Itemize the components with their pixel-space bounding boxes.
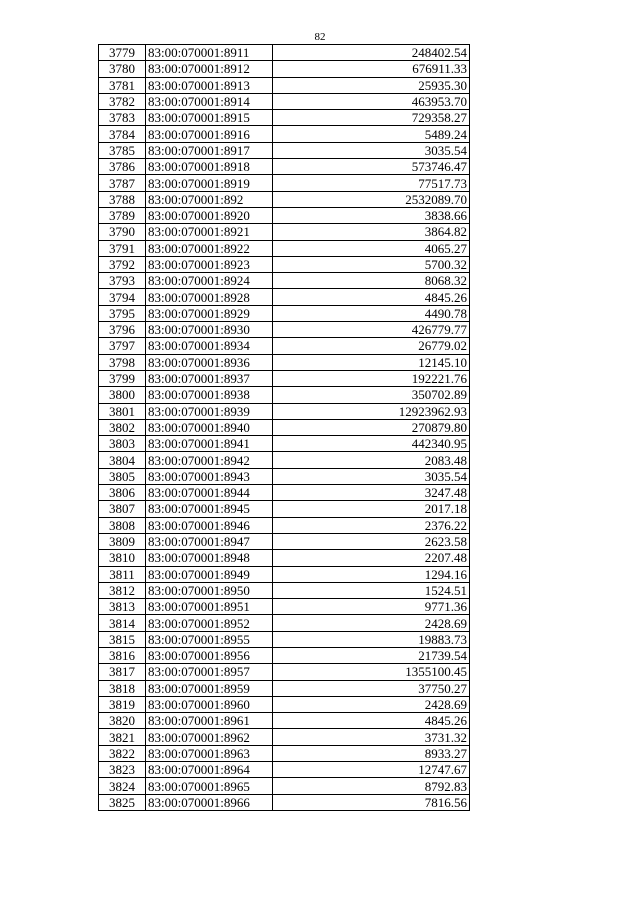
value-cell: 350702.89 [273, 387, 470, 403]
row-number-cell: 3792 [99, 256, 146, 272]
data-table [98, 44, 470, 811]
row-number-cell: 3817 [99, 664, 146, 680]
row-number-cell: 3780 [99, 61, 146, 77]
cadastral-number-cell: 83:00:070001:8945 [146, 501, 273, 517]
cadastral-number-cell: 83:00:070001:8924 [146, 273, 273, 289]
cadastral-number-cell: 83:00:070001:8942 [146, 452, 273, 468]
row-number-cell: 3798 [99, 354, 146, 370]
row-number-cell: 3811 [99, 566, 146, 582]
table-row [99, 240, 470, 256]
table-row [99, 224, 470, 240]
table-row [99, 159, 470, 175]
cadastral-number-cell: 83:00:070001:8921 [146, 224, 273, 240]
table-row [99, 256, 470, 272]
value-cell: 4490.78 [273, 305, 470, 321]
value-cell: 3864.82 [273, 224, 470, 240]
cadastral-number-cell: 83:00:070001:8956 [146, 647, 273, 663]
row-number-cell: 3789 [99, 207, 146, 223]
row-number-cell: 3809 [99, 533, 146, 549]
value-cell: 77517.73 [273, 175, 470, 191]
value-cell: 426779.77 [273, 322, 470, 338]
value-cell: 4845.26 [273, 713, 470, 729]
value-cell: 8792.83 [273, 778, 470, 794]
value-cell: 1294.16 [273, 566, 470, 582]
cadastral-number-cell: 83:00:070001:8920 [146, 207, 273, 223]
table-row [99, 533, 470, 549]
row-number-cell: 3819 [99, 696, 146, 712]
table-row [99, 615, 470, 631]
value-cell: 25935.30 [273, 77, 470, 93]
value-cell: 5700.32 [273, 256, 470, 272]
row-number-cell: 3782 [99, 93, 146, 109]
row-number-cell: 3810 [99, 550, 146, 566]
value-cell: 676911.33 [273, 61, 470, 77]
table-row [99, 468, 470, 484]
value-cell: 4845.26 [273, 289, 470, 305]
value-cell: 12747.67 [273, 762, 470, 778]
value-cell: 442340.95 [273, 436, 470, 452]
cadastral-number-cell: 83:00:070001:8936 [146, 354, 273, 370]
cadastral-number-cell: 83:00:070001:8948 [146, 550, 273, 566]
cadastral-number-cell: 83:00:070001:8939 [146, 403, 273, 419]
table-row [99, 696, 470, 712]
cadastral-number-cell: 83:00:070001:8916 [146, 126, 273, 142]
table-row [99, 305, 470, 321]
cadastral-number-cell: 83:00:070001:8963 [146, 745, 273, 761]
value-cell: 3035.54 [273, 468, 470, 484]
value-cell: 573746.47 [273, 159, 470, 175]
cadastral-number-cell: 83:00:070001:8950 [146, 582, 273, 598]
cadastral-number-cell: 83:00:070001:8964 [146, 762, 273, 778]
row-number-cell: 3820 [99, 713, 146, 729]
value-cell: 26779.02 [273, 338, 470, 354]
table-row [99, 419, 470, 435]
row-number-cell: 3814 [99, 615, 146, 631]
table-row [99, 729, 470, 745]
table-row [99, 77, 470, 93]
cadastral-number-cell: 83:00:070001:892 [146, 191, 273, 207]
row-number-cell: 3788 [99, 191, 146, 207]
row-number-cell: 3800 [99, 387, 146, 403]
row-number-cell: 3797 [99, 338, 146, 354]
cadastral-number-cell: 83:00:070001:8928 [146, 289, 273, 305]
row-number-cell: 3812 [99, 582, 146, 598]
table-row [99, 566, 470, 582]
value-cell: 463953.70 [273, 93, 470, 109]
value-cell: 19883.73 [273, 631, 470, 647]
value-cell: 5489.24 [273, 126, 470, 142]
row-number-cell: 3795 [99, 305, 146, 321]
value-cell: 21739.54 [273, 647, 470, 663]
cadastral-number-cell: 83:00:070001:8911 [146, 45, 273, 61]
table-row [99, 647, 470, 663]
row-number-cell: 3807 [99, 501, 146, 517]
cadastral-number-cell: 83:00:070001:8918 [146, 159, 273, 175]
table-row [99, 550, 470, 566]
cadastral-number-cell: 83:00:070001:8929 [146, 305, 273, 321]
row-number-cell: 3784 [99, 126, 146, 142]
cadastral-number-cell: 83:00:070001:8962 [146, 729, 273, 745]
row-number-cell: 3783 [99, 110, 146, 126]
table-body [99, 45, 470, 811]
cadastral-number-cell: 83:00:070001:8915 [146, 110, 273, 126]
row-number-cell: 3786 [99, 159, 146, 175]
table-row [99, 713, 470, 729]
table-row [99, 517, 470, 533]
cadastral-number-cell: 83:00:070001:8934 [146, 338, 273, 354]
cadastral-number-cell: 83:00:070001:8947 [146, 533, 273, 549]
value-cell: 192221.76 [273, 370, 470, 386]
page-number: 82 [314, 31, 326, 43]
row-number-cell: 3806 [99, 485, 146, 501]
row-number-cell: 3791 [99, 240, 146, 256]
value-cell: 8933.27 [273, 745, 470, 761]
cadastral-number-cell: 83:00:070001:8914 [146, 93, 273, 109]
table-row [99, 403, 470, 419]
table-row [99, 175, 470, 191]
table-row [99, 110, 470, 126]
value-cell: 270879.80 [273, 419, 470, 435]
value-cell: 2083.48 [273, 452, 470, 468]
value-cell: 12923962.93 [273, 403, 470, 419]
table-row [99, 289, 470, 305]
value-cell: 2207.48 [273, 550, 470, 566]
row-number-cell: 3823 [99, 762, 146, 778]
cadastral-number-cell: 83:00:070001:8938 [146, 387, 273, 403]
cadastral-number-cell: 83:00:070001:8922 [146, 240, 273, 256]
table-row [99, 680, 470, 696]
cadastral-number-cell: 83:00:070001:8913 [146, 77, 273, 93]
cadastral-number-cell: 83:00:070001:8919 [146, 175, 273, 191]
row-number-cell: 3815 [99, 631, 146, 647]
cadastral-number-cell: 83:00:070001:8966 [146, 794, 273, 810]
value-cell: 2428.69 [273, 615, 470, 631]
cadastral-number-cell: 83:00:070001:8937 [146, 370, 273, 386]
row-number-cell: 3794 [99, 289, 146, 305]
table-row [99, 93, 470, 109]
value-cell: 1524.51 [273, 582, 470, 598]
row-number-cell: 3818 [99, 680, 146, 696]
value-cell: 1355100.45 [273, 664, 470, 680]
table-row [99, 207, 470, 223]
row-number-cell: 3785 [99, 142, 146, 158]
cadastral-number-cell: 83:00:070001:8941 [146, 436, 273, 452]
row-number-cell: 3805 [99, 468, 146, 484]
table-row [99, 387, 470, 403]
table-row [99, 762, 470, 778]
row-number-cell: 3779 [99, 45, 146, 61]
table-row [99, 485, 470, 501]
row-number-cell: 3801 [99, 403, 146, 419]
cadastral-number-cell: 83:00:070001:8944 [146, 485, 273, 501]
value-cell: 3035.54 [273, 142, 470, 158]
value-cell: 2376.22 [273, 517, 470, 533]
row-number-cell: 3802 [99, 419, 146, 435]
row-number-cell: 3799 [99, 370, 146, 386]
cadastral-number-cell: 83:00:070001:8965 [146, 778, 273, 794]
value-cell: 729358.27 [273, 110, 470, 126]
table-row [99, 338, 470, 354]
table-row [99, 436, 470, 452]
row-number-cell: 3822 [99, 745, 146, 761]
table-row [99, 45, 470, 61]
cadastral-number-cell: 83:00:070001:8952 [146, 615, 273, 631]
row-number-cell: 3816 [99, 647, 146, 663]
value-cell: 2017.18 [273, 501, 470, 517]
cadastral-number-cell: 83:00:070001:8943 [146, 468, 273, 484]
table-row [99, 273, 470, 289]
cadastral-number-cell: 83:00:070001:8959 [146, 680, 273, 696]
table-row [99, 61, 470, 77]
row-number-cell: 3781 [99, 77, 146, 93]
table-row [99, 664, 470, 680]
cadastral-number-cell: 83:00:070001:8960 [146, 696, 273, 712]
value-cell: 2532089.70 [273, 191, 470, 207]
value-cell: 3731.32 [273, 729, 470, 745]
row-number-cell: 3821 [99, 729, 146, 745]
cadastral-number-cell: 83:00:070001:8917 [146, 142, 273, 158]
row-number-cell: 3825 [99, 794, 146, 810]
cadastral-number-cell: 83:00:070001:8930 [146, 322, 273, 338]
table-row [99, 370, 470, 386]
row-number-cell: 3808 [99, 517, 146, 533]
table-row [99, 794, 470, 810]
cadastral-number-cell: 83:00:070001:8940 [146, 419, 273, 435]
row-number-cell: 3796 [99, 322, 146, 338]
row-number-cell: 3804 [99, 452, 146, 468]
cadastral-number-cell: 83:00:070001:8961 [146, 713, 273, 729]
table-row [99, 778, 470, 794]
cadastral-number-cell: 83:00:070001:8946 [146, 517, 273, 533]
value-cell: 3838.66 [273, 207, 470, 223]
cadastral-number-cell: 83:00:070001:8955 [146, 631, 273, 647]
table-row [99, 582, 470, 598]
table-row [99, 631, 470, 647]
table-row [99, 745, 470, 761]
value-cell: 4065.27 [273, 240, 470, 256]
cadastral-number-cell: 83:00:070001:8957 [146, 664, 273, 680]
row-number-cell: 3824 [99, 778, 146, 794]
value-cell: 3247.48 [273, 485, 470, 501]
row-number-cell: 3793 [99, 273, 146, 289]
value-cell: 2428.69 [273, 696, 470, 712]
table-row [99, 354, 470, 370]
table-row [99, 501, 470, 517]
value-cell: 8068.32 [273, 273, 470, 289]
value-cell: 9771.36 [273, 599, 470, 615]
value-cell: 37750.27 [273, 680, 470, 696]
value-cell: 2623.58 [273, 533, 470, 549]
table-row [99, 322, 470, 338]
table-row [99, 452, 470, 468]
cadastral-number-cell: 83:00:070001:8912 [146, 61, 273, 77]
cadastral-number-cell: 83:00:070001:8923 [146, 256, 273, 272]
row-number-cell: 3787 [99, 175, 146, 191]
value-cell: 12145.10 [273, 354, 470, 370]
table-row [99, 142, 470, 158]
row-number-cell: 3790 [99, 224, 146, 240]
value-cell: 7816.56 [273, 794, 470, 810]
cadastral-number-cell: 83:00:070001:8949 [146, 566, 273, 582]
cadastral-number-cell: 83:00:070001:8951 [146, 599, 273, 615]
table-row [99, 191, 470, 207]
table-row [99, 126, 470, 142]
row-number-cell: 3813 [99, 599, 146, 615]
value-cell: 248402.54 [273, 45, 470, 61]
table-row [99, 599, 470, 615]
row-number-cell: 3803 [99, 436, 146, 452]
